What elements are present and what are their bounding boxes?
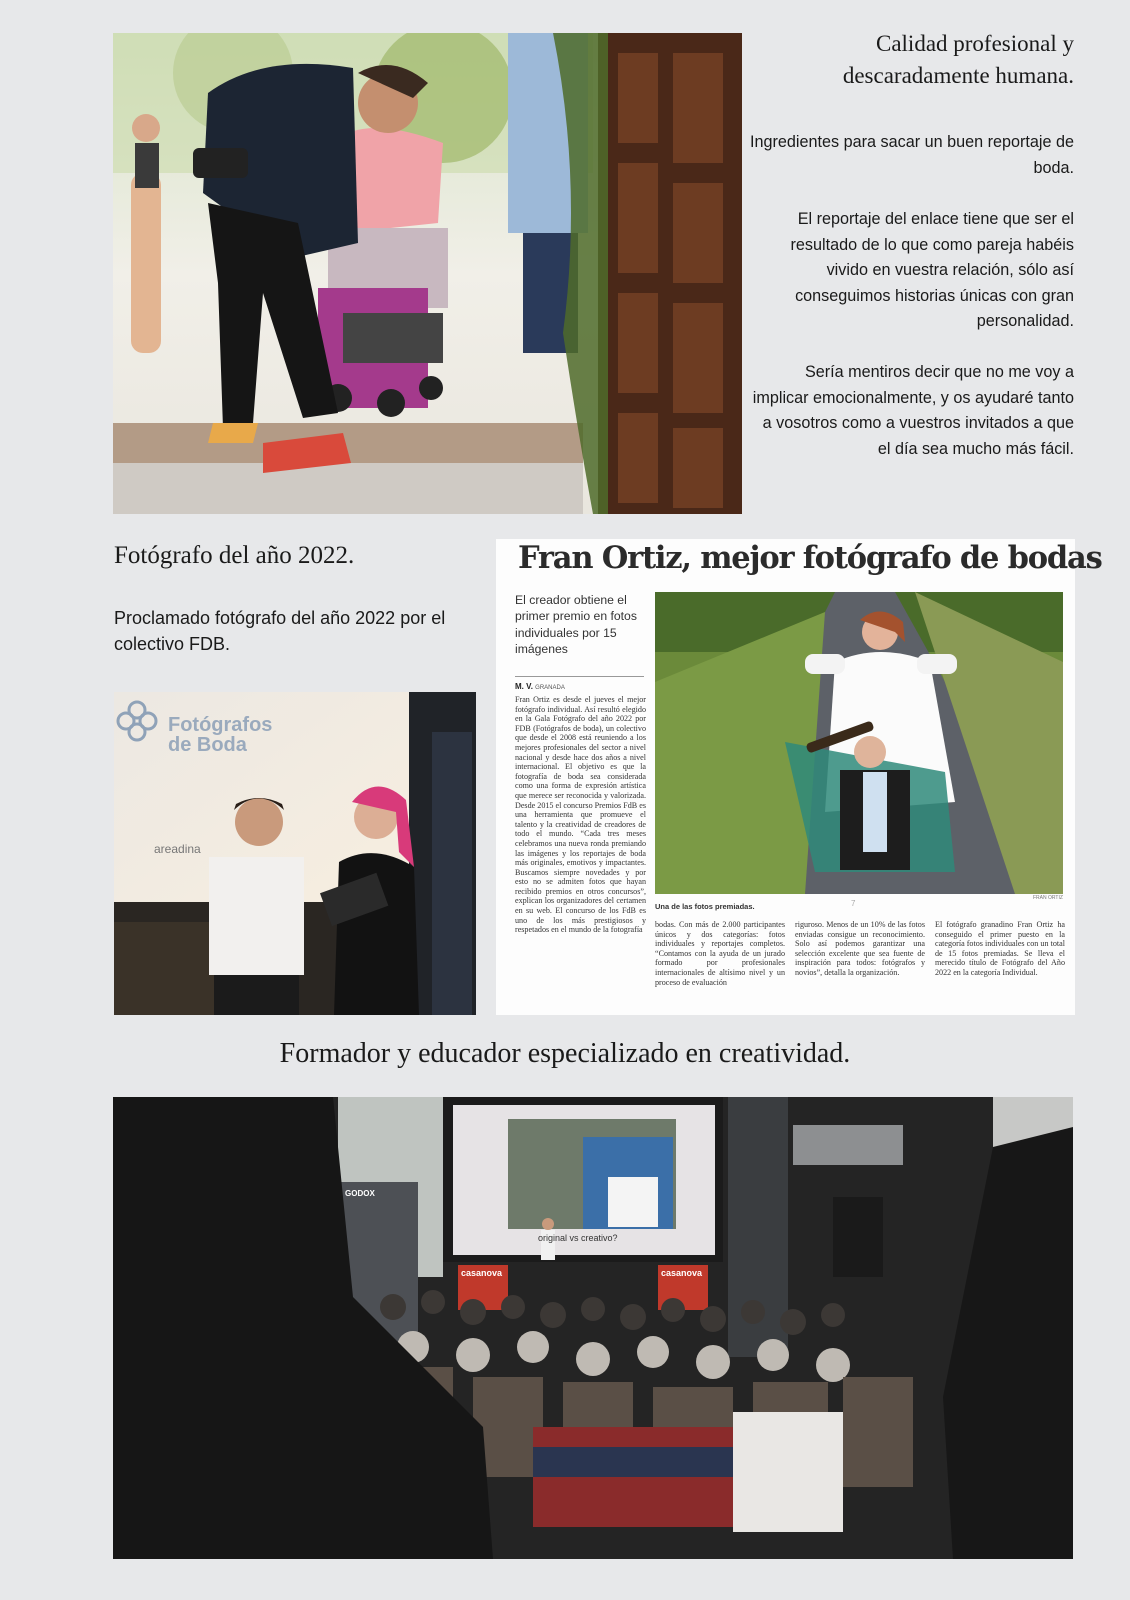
newspaper-caption: Una de las fotos premiadas. — [655, 902, 755, 911]
intro-paragraph-3: Sería mentiros decir que no me voy a implicar emocionalmente, y os ayudaré tanto a vosotros como a vuestros invitados a que el día sea mucho más fácil. — [752, 363, 1074, 458]
flower-logo-icon — [114, 698, 160, 744]
newspaper-headline: Fran Ortiz, mejor fotógrafo de bodas — [518, 540, 1102, 576]
byline-author: M. V. — [515, 682, 533, 691]
training-heading: Formador y educador especializado en creatividad. — [279, 1038, 851, 1069]
newspaper-column-3: riguroso. Menos de un 10% de las fotos enviadas consigue un reconocimiento. Solo así podemos garantizar una selección excelente que sea fuente de inspiración para todos: fotógrafos y novios”, detalla la organización. — [795, 920, 925, 977]
newspaper-photo-credit: FRAN ORTIZ — [1033, 895, 1063, 901]
photographer-action-photo — [113, 33, 742, 514]
newspaper-wedding-photo — [655, 592, 1063, 894]
newspaper-page-number: 7 — [851, 899, 856, 908]
award-paragraph: Proclamado fotógrafo del año 2022 por el colectivo FDB. — [114, 608, 446, 654]
award-ceremony-photo — [114, 692, 476, 1015]
banner-left-text: casanova — [461, 1268, 503, 1278]
intro-heading: Calidad profesional y descaradamente humana. — [842, 31, 1074, 88]
stage-logo-line1: Fotógrafos — [168, 714, 273, 736]
award-heading: Fotógrafo del año 2022. — [114, 542, 355, 569]
byline-place: GRANADA — [535, 685, 565, 691]
intro-paragraph-1: Ingredientes para sacar un buen reportaje de boda. — [750, 133, 1074, 177]
newspaper-lead: El creador obtiene el primer premio en fotos individuales por 15 imágenes — [515, 593, 637, 657]
intro-paragraph-2: El reportaje del enlace tiene que ser el resultado de lo que como pareja habéis vivido en vuestra relación, sólo así conseguimos historias únicas con gran personalidad. — [790, 210, 1074, 330]
stage-logo-line2: de Boda — [168, 734, 247, 756]
newspaper-column-1: Fran Ortiz es desde el jueves el mejor fotógrafo individual. Así resultó elegido en la Gala Fotógrafo del año 2022 por FDB (Fotógrafos de boda), un colectivo que desde el 2008 está reuniendo a los mejores profesionales del sector a nivel nacional y desde hace dos años a nivel internacional. El objetivo es que la fotografía de boda sea considerada como una forma de expresión artística que merece ser reconocida y valorizada. Desde 2015 el concurso Premios FdB es una herramienta que promueve el talento y la creatividad de creadores de todo el mundo. “Cada tres meses celebramos una nueva ronda premiando las imágenes y los reportajes de boda más originales, emotivos y impactantes. Buscamos siempre novedades y por esto no se admiten fotos que hayan recibido premios en otros concursos”, explican los organizadores del certamen en su web. El concurso de los FdB es uno de los más prestigiosos y respetados en el mundo de la fotografía — [515, 695, 646, 935]
conference-audience-photo — [113, 1097, 1073, 1559]
newspaper-byline — [515, 682, 565, 691]
newspaper-column-4: El fotógrafo granadino Fran Ortiz ha conseguido el primer puesto en la categoría fotos individuales con un total de 15 fotos premiadas. Se lleva el merecido título de Fotógrafo del Año 2022 en la categoría Individual. — [935, 920, 1065, 977]
stage-sponsor-text: areadina — [154, 842, 201, 856]
banner-right-text: casanova — [661, 1268, 703, 1278]
slide-caption-text: original vs creativo? — [538, 1233, 618, 1243]
newspaper-column-2: bodas. Con más de 2.000 participantes únicos y dos categorías: fotos individuales y reportajes completos. “Contamos con la ayuda de un jurado formado por profesionales internacionales de altísimo nivel y un proceso de evaluación — [655, 920, 785, 987]
booth-brand-text: GODOX — [345, 1189, 375, 1198]
newspaper-divider — [515, 676, 644, 677]
